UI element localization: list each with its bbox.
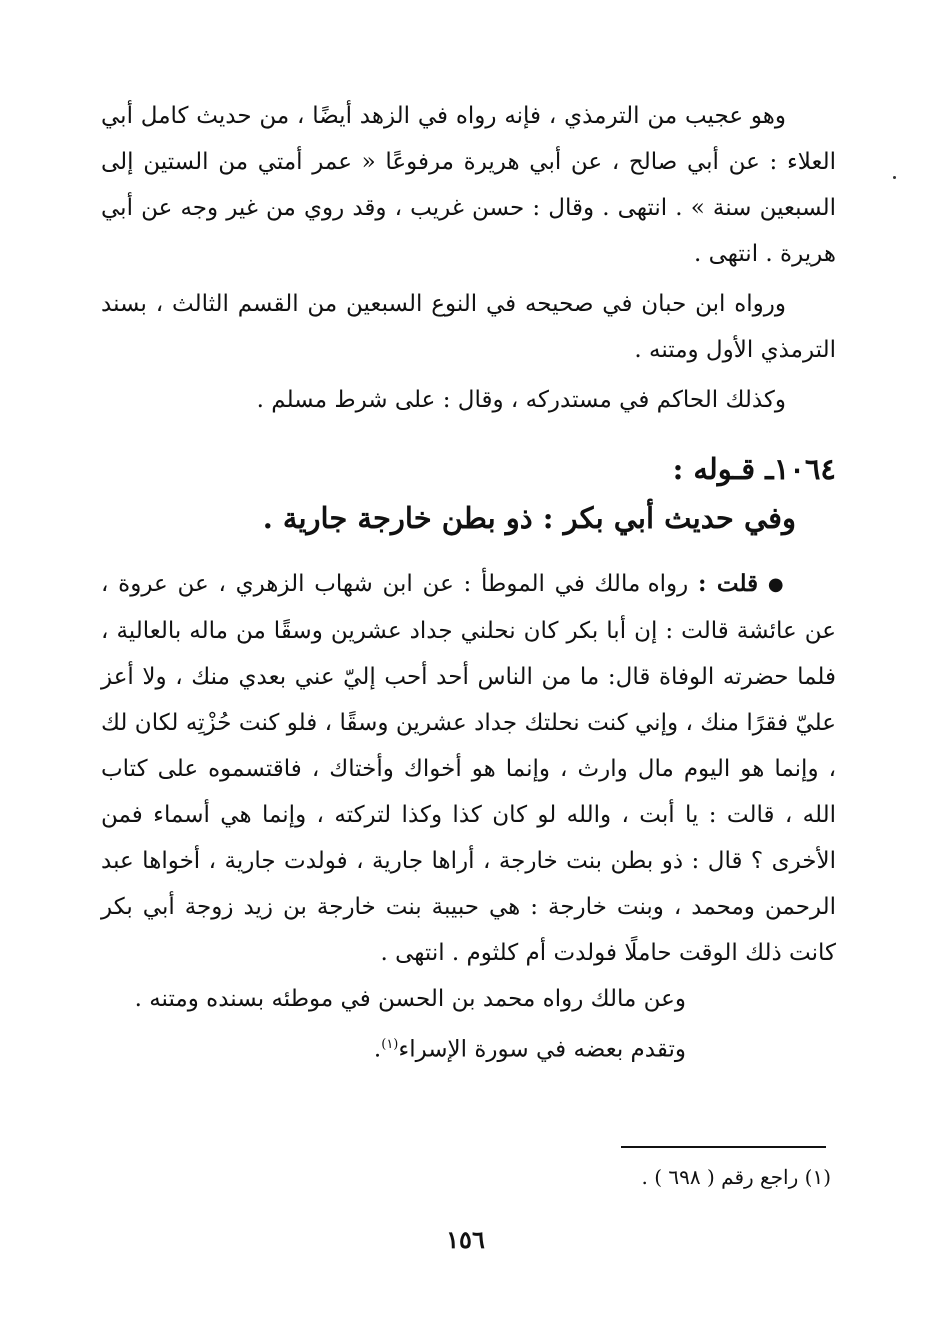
paragraph-3: وكذلك الحاكم في مستدركه ، وقال : على شرط مسلم . xyxy=(256,387,786,413)
entry-number-heading: ١٠٦٤ـ قـوله : xyxy=(672,452,836,486)
commentary-text-block xyxy=(101,561,836,1073)
paragraph-4 xyxy=(101,561,836,976)
qultu-label: قلت : xyxy=(697,570,759,597)
footnote-separator xyxy=(621,1146,826,1148)
footnote-reference: (١) xyxy=(381,1037,399,1052)
paragraph-1: وهو عجيب من الترمذي ، فإنه رواه في الزهد أيضًا ، من حديث كامل أبي العلاء : عن أبي صالح ، عن أبي هريرة مرفوعًا « عمر أمتي من الستين إلى السبعين سنة » . انتهى . وقال : حسن غريب ، وقد روي من غير وجه عن أبي هريرة . انتهى . xyxy=(101,103,836,267)
paragraph-2: ورواه ابن حبان في صحيحه في النوع السبعين من القسم الثالث ، بسند الترمذي الأول ومتنه . xyxy=(101,291,836,363)
footnote: (١) راجع رقم ( ٦٩٨ ) . xyxy=(641,1165,831,1189)
entry-title-heading: وفي حديث أبي بكر : ذو بطن خارجة جارية . xyxy=(262,501,796,535)
paragraph-4-body: رواه مالك في الموطأ : عن ابن شهاب الزهري ، عن عروة ، عن عائشة قالت : إن أبا بكر كان نحلني جداد عشرين وسقًا من ماله بالعالية ، فلما حضرته الوفاة قال: ما من الناس أحد أحب إليّ عني بعدي منك ، ولا أعز عليّ فقرًا منك ، وإني كنت نحلتك جداد عشرين وسقًا ، فلو كنت حُزْتِه لكان لك ، وإنما هو اليوم مال وارث ، وإنما هو أخواك وأختاك ، فاقتسموه على كتاب الله ، قالت : يا أبت ، والله لو كان كذا وكذا لتركته ، وإنما هي أسماء فمن الأخرى ؟ قال : ذو بطن بنت خارجة ، أراها جارية ، فولدت جارية ، أخواها عبد الرحمن ومحمد ، وبنت خارجة : هي حبيبة بنت خارجة بن زيد زوجة أبي بكر كانت ذلك الوقت حاملًا فولدت أم كلثوم . انتهى . xyxy=(101,571,836,966)
bullet-icon: ● xyxy=(767,574,786,595)
paragraph-6-text: وتقدم بعضه في سورة الإسراء xyxy=(398,1036,686,1063)
margin-dot xyxy=(893,176,896,179)
paragraph-5: وعن مالك رواه محمد بن الحسن في موطئه بسنده ومتنه . xyxy=(134,986,686,1012)
paragraph-6 xyxy=(101,1022,836,1073)
page-number: ١٥٦ xyxy=(446,1225,485,1254)
paragraph-6-end: . xyxy=(373,1036,382,1063)
opening-text-block xyxy=(101,93,836,423)
